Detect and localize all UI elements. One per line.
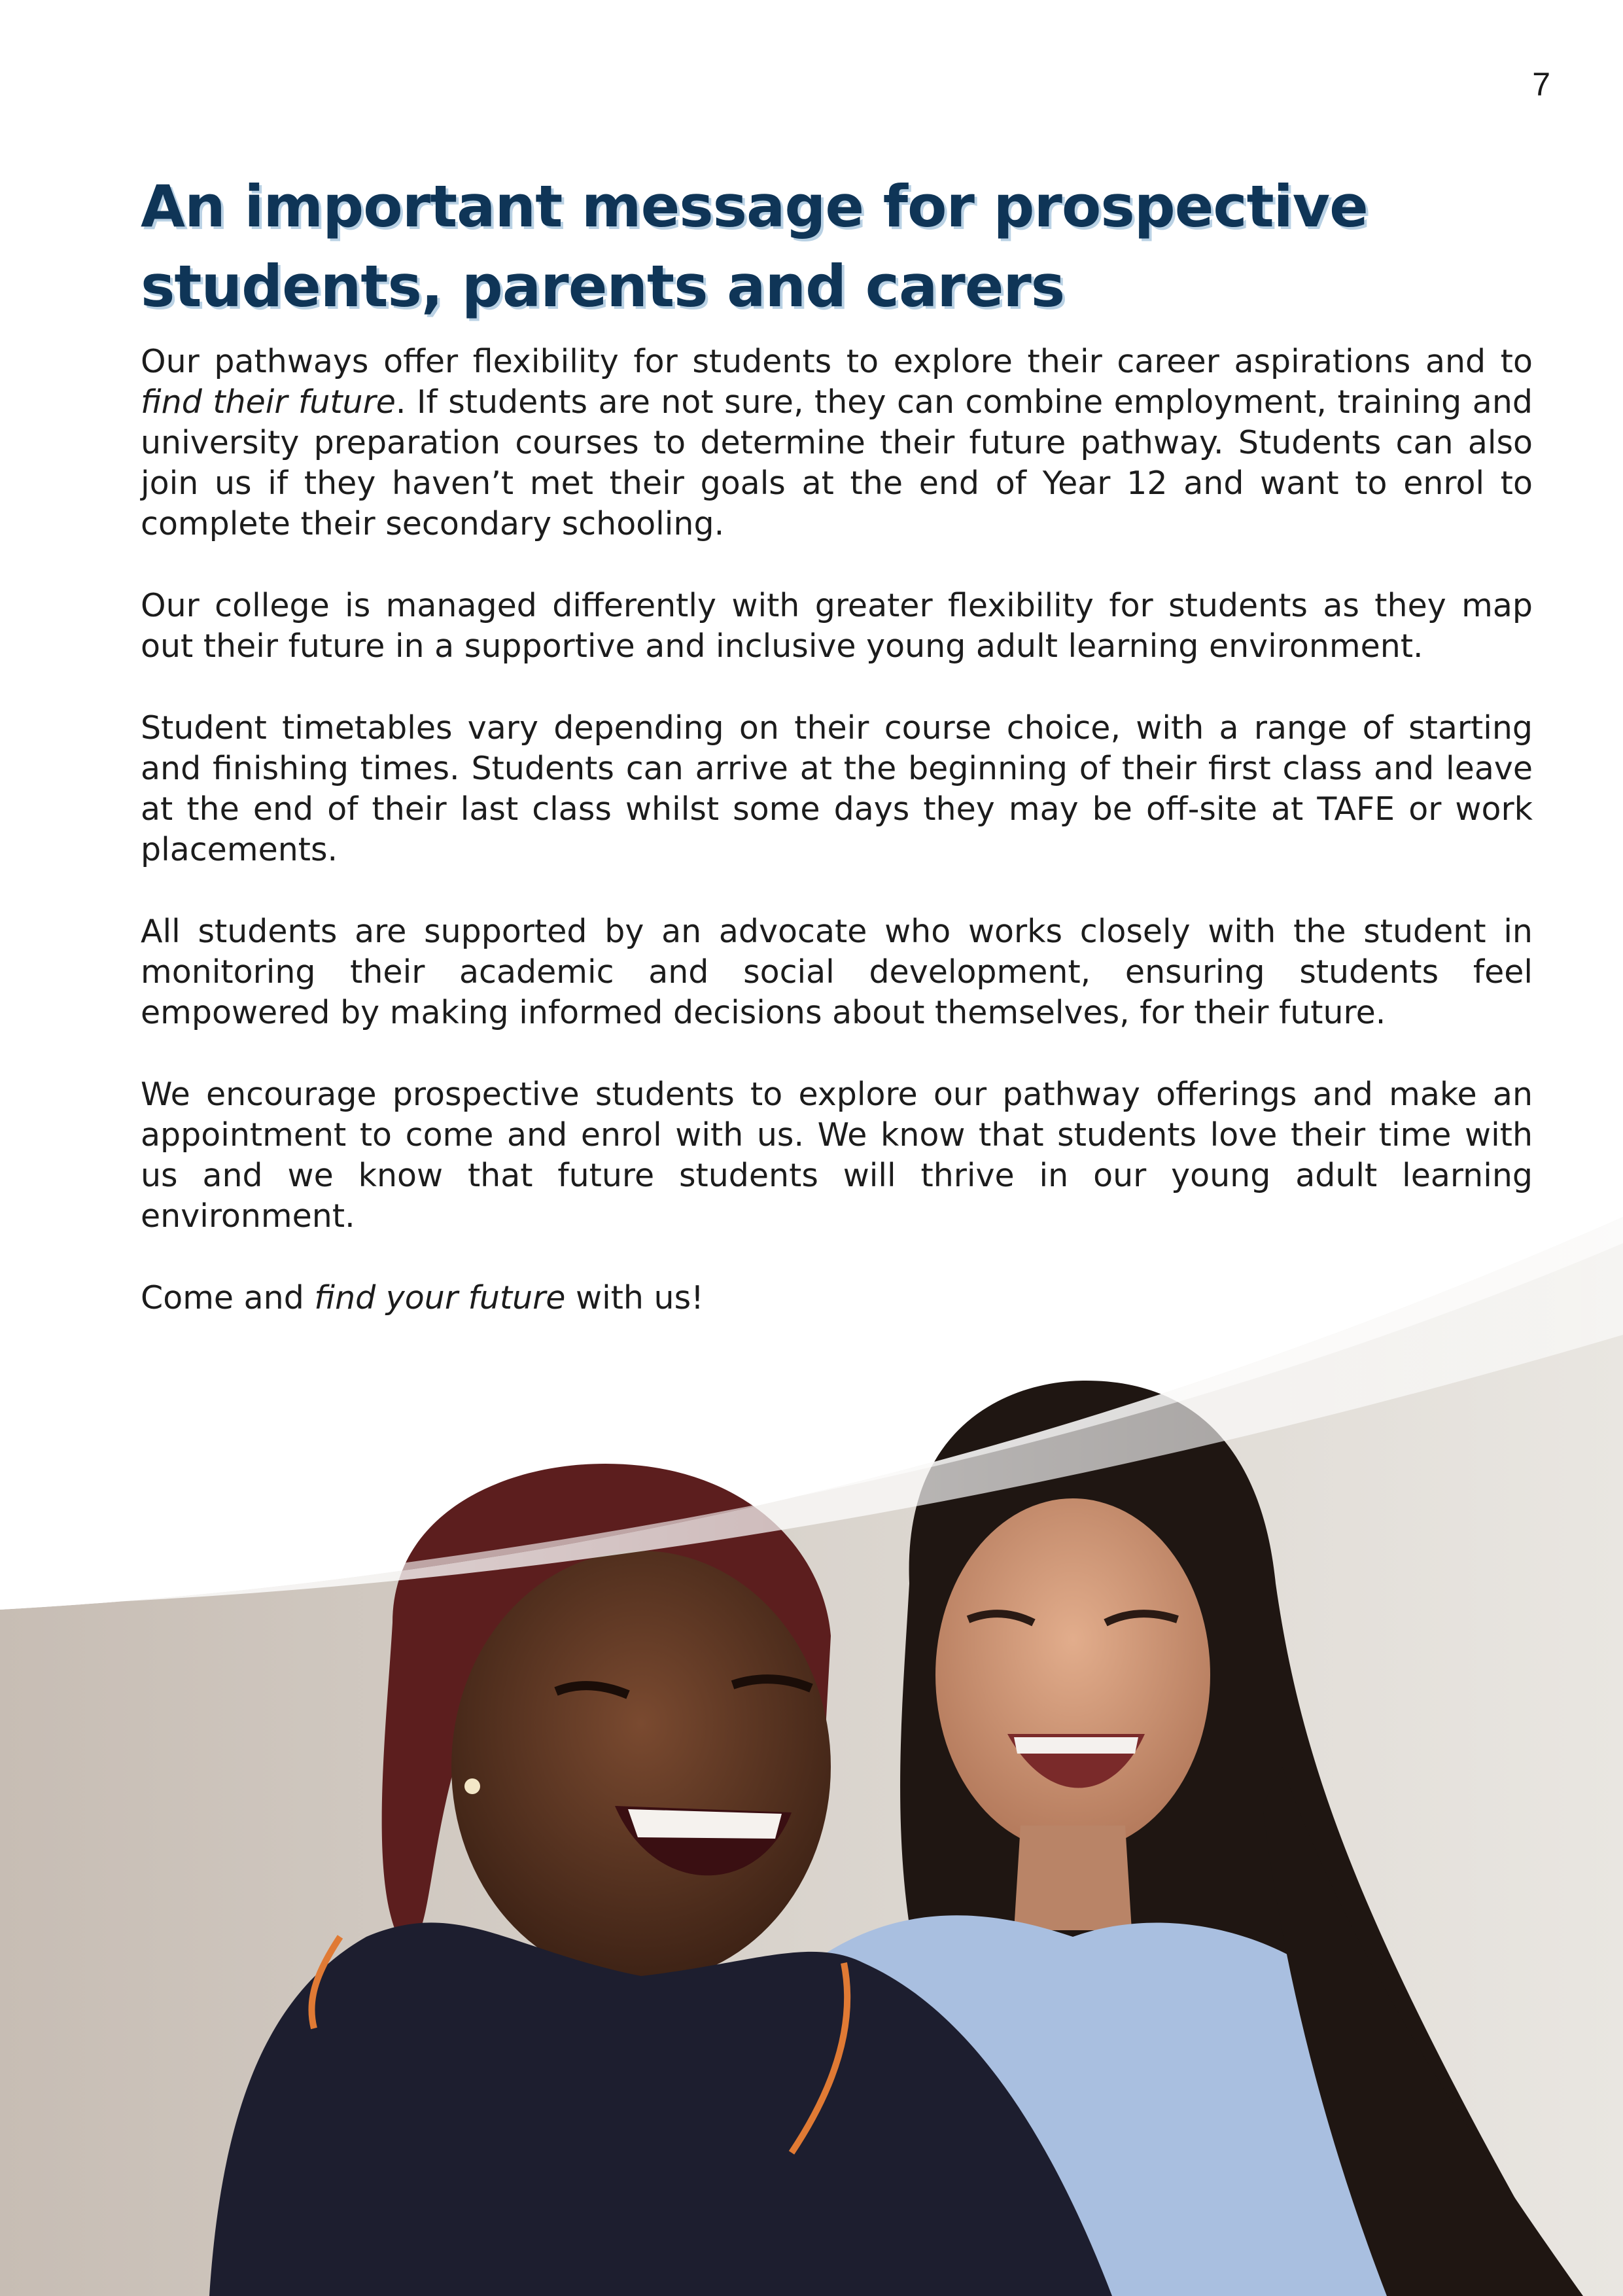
paragraph-encourage: We encourage prospective students to explore our pathway offerings and make an appointment to come and enrol with us. We know that students love their time with us and we know that future students will thrive in our young adult learning environment. <box>141 1076 1533 1235</box>
paragraph-college: Our college is managed differently with greater flexibility for students as they map out their future in a supportive and inclusive young adult learning environment. <box>141 587 1533 665</box>
heading-line-1: An important message for prospective <box>141 173 1368 240</box>
paragraph-closing-text-a: Come and <box>141 1279 315 1316</box>
students-photo-illustration <box>0 1217 1623 2296</box>
paragraph-closing-emphasis: find your future <box>314 1279 566 1316</box>
page-number: 7 <box>1532 66 1550 103</box>
paragraph-pathways-text-a: Our pathways offer flexibility for students to explore their career aspirations and to <box>141 343 1533 380</box>
students-photo <box>0 1217 1623 2296</box>
paragraph-closing-text-b: with us! <box>565 1279 704 1316</box>
paragraph-advocate: All students are supported by an advocate who works closely with the student in monitoring their academic and social development, ensuring students feel empowered by making informed decisions about themselves, for their future. <box>141 913 1533 1031</box>
body-text <box>141 342 1533 1360</box>
paragraph-pathways-text-b: . If students are not sure, they can combine employment, training and university preparation courses to determine their future pathway. Students can also join us if they haven’t met their goals at the end of Year 12 and want to enrol to complete their secondary schooling. <box>141 383 1533 542</box>
heading-line-2: students, parents and carers <box>141 253 1065 320</box>
paragraph-timetables: Student timetables vary depending on their course choice, with a range of starting and finishing times. Students can arrive at the beginning of their first class and leave at the end of their last class whilst some days they may be off-site at TAFE or work placements. <box>141 709 1533 868</box>
paragraph-pathways <box>141 342 1533 544</box>
paragraph-pathways-emphasis: find their future <box>141 383 396 421</box>
page-heading <box>141 167 1534 327</box>
